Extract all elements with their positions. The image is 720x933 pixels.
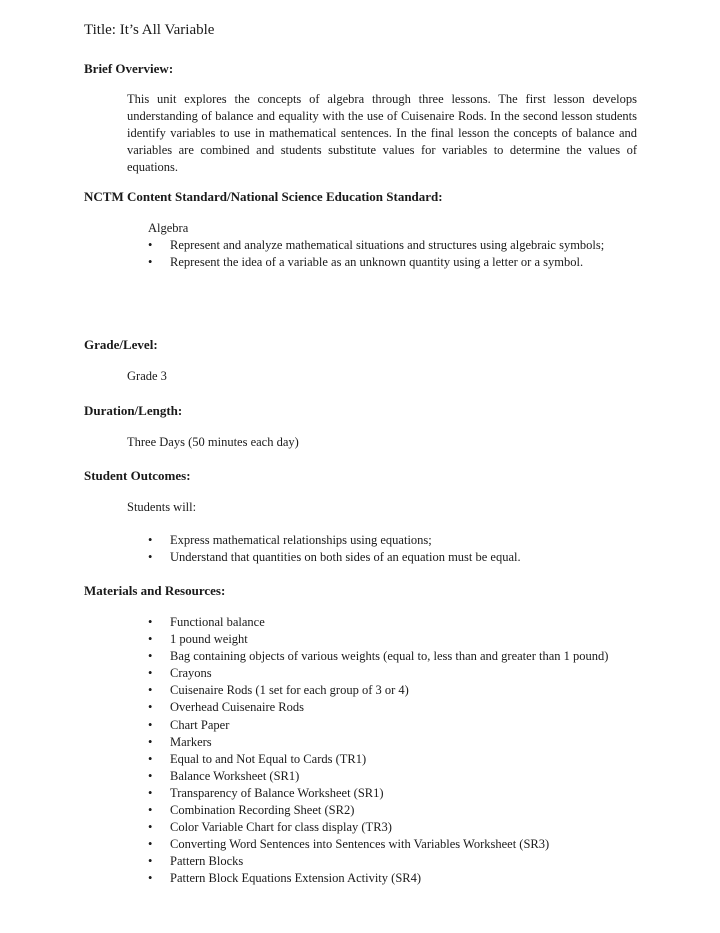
grade-level-heading: Grade/Level:: [84, 337, 158, 352]
list-item: • Bag containing objects of various weights (equal to, less than and greater than 1 pound): [148, 648, 638, 665]
list-item: • Cuisenaire Rods (1 set for each group of 3 or 4): [148, 682, 638, 699]
list-item: • Combination Recording Sheet (SR2): [148, 802, 638, 819]
bullet-icon: •: [148, 238, 153, 252]
list-item: • Transparency of Balance Worksheet (SR1): [148, 785, 638, 802]
bullet-icon: •: [148, 768, 153, 783]
list-item: • Functional balance: [148, 614, 638, 631]
brief-overview-text: This unit explores the concepts of algebra through three lessons. The first lesson develops understanding of balance and equality with the use of Cuisenaire Rods. In the second lesson students identify variables to use in mathematical sentences. In the final lesson the concepts of balance and variables are combined and students substitute values for variables to determine the values of equations.: [127, 92, 637, 174]
bullet-icon: •: [148, 820, 153, 835]
materials-list: [148, 614, 638, 888]
bullet-icon: •: [148, 666, 153, 681]
list-item: • Converting Word Sentences into Sentences with Variables Worksheet (SR3): [148, 836, 638, 853]
bullet-icon: •: [148, 649, 153, 664]
standards-topic: Algebra: [148, 221, 189, 235]
student-outcomes-heading: Student Outcomes:: [84, 468, 191, 483]
duration-value: Three Days (50 minutes each day): [127, 435, 299, 449]
list-item: • Represent and analyze mathematical situations and structures using algebraic symbols;: [148, 237, 638, 254]
student-outcomes-intro: Students will:: [127, 500, 197, 514]
bullet-icon: •: [148, 837, 153, 852]
brief-overview-heading: Brief Overview:: [84, 61, 174, 76]
bullet-icon: •: [148, 803, 153, 818]
list-item: • Represent the idea of a variable as an unknown quantity using a letter or a symbol.: [148, 254, 638, 271]
list-item: • Markers: [148, 734, 638, 751]
list-item: • Pattern Block Equations Extension Activity (SR4): [148, 870, 638, 887]
bullet-icon: •: [148, 615, 153, 629]
standards-list: [148, 237, 638, 271]
duration-heading: Duration/Length:: [84, 403, 183, 418]
bullet-icon: •: [148, 854, 153, 869]
list-item: • Equal to and Not Equal to Cards (TR1): [148, 751, 638, 768]
bullet-icon: •: [148, 533, 153, 547]
list-item: • Overhead Cuisenaire Rods: [148, 699, 638, 716]
list-item: • Balance Worksheet (SR1): [148, 768, 638, 785]
bullet-icon: •: [148, 700, 153, 715]
bullet-icon: •: [148, 683, 153, 698]
list-item: • Crayons: [148, 665, 638, 682]
standards-heading: NCTM Content Standard/National Science Education Standard:: [84, 189, 443, 204]
list-item: • Pattern Blocks: [148, 853, 638, 870]
document-title: Title: It’s All Variable: [84, 22, 215, 38]
bullet-icon: •: [148, 550, 153, 565]
list-item: • Color Variable Chart for class display (TR3): [148, 819, 638, 836]
list-item: • 1 pound weight: [148, 631, 638, 648]
list-item: • Understand that quantities on both sides of an equation must be equal.: [148, 549, 638, 566]
materials-heading: Materials and Resources:: [84, 583, 226, 598]
bullet-icon: •: [148, 751, 153, 766]
bullet-icon: •: [148, 255, 153, 270]
list-item: • Chart Paper: [148, 717, 638, 734]
list-item: • Express mathematical relationships using equations;: [148, 532, 638, 549]
bullet-icon: •: [148, 785, 153, 800]
bullet-icon: •: [148, 632, 153, 647]
bullet-icon: •: [148, 734, 153, 749]
student-outcomes-list: [148, 532, 638, 566]
grade-level-value: Grade 3: [127, 369, 167, 383]
bullet-icon: •: [148, 717, 153, 732]
bullet-icon: •: [148, 871, 153, 886]
